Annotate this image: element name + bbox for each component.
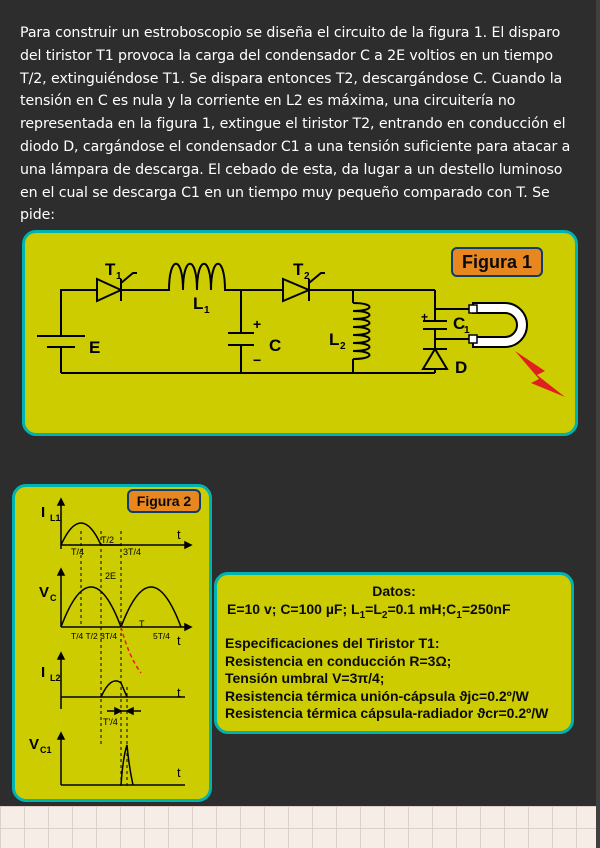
label-il2: I (41, 664, 46, 681)
svg-text:T/4: T/4 (71, 547, 85, 557)
svg-text:t: t (177, 527, 181, 542)
label-l1: L (193, 294, 204, 313)
svg-text:2: 2 (304, 271, 310, 282)
figure-1-title: Figura 1 (451, 247, 543, 277)
svg-text:L2: L2 (50, 673, 61, 683)
svg-text:C: C (50, 593, 57, 603)
plus-c1: + (421, 310, 429, 324)
label-d: D (455, 358, 468, 377)
scroll-edge (596, 0, 600, 848)
thyristor-t2 (283, 279, 309, 301)
svg-text:t: t (177, 633, 181, 648)
svg-text:C1: C1 (40, 745, 52, 755)
label-l2: L (329, 330, 340, 349)
svg-text:1: 1 (116, 271, 122, 282)
svg-text:2: 2 (340, 341, 346, 352)
label-c: C (269, 336, 282, 355)
svg-text:T/4 T/2 3T/4: T/4 T/2 3T/4 (71, 631, 118, 641)
circuit-schematic (25, 233, 575, 433)
figure-2-title: Figura 2 (127, 489, 201, 513)
label-vc1: V (29, 736, 40, 753)
plus-c: + (253, 316, 262, 332)
problem-statement: Para construir un estroboscopio se diseña el circuito de la figura 1. El disparo del tiristor T1 provoca la carga del condensador C a 2E voltios en un tiempo T/2, extinguiéndose T1. Se dispara entonces T2, descargándose C. Cuando la tensión en C es nula y la corriente en L2 es máxima, una circuitería no representada en la figura 1, extingue el tiristor T2, entrando en conducción el diodo D, cargándose el condensador C1 a una tensión suficiente para atacar a una lámpara de descarga. El cebado de esta, da lugar a un destello luminoso en el cual se descarga C1 en un tiempo muy pequeño comparado con T. Se pide: (20, 25, 571, 224)
figure-2-waveforms (12, 484, 212, 802)
flash-bolt-icon (515, 351, 565, 397)
thyristor-t1 (97, 279, 121, 301)
svg-text:L1: L1 (50, 513, 61, 523)
label-c1: C (453, 314, 466, 333)
thyristor-specs: Especificaciones del Tiristor T1: Resistencia en conducción R=3Ω; Tensión umbral V=3π/4; Resistencia térmica unión-cápsula ϑjc=0.2º/W Resistencia térmica cápsula-radiador ϑcr=0.2º/W (225, 635, 549, 721)
svg-text:T/2: T/2 (101, 535, 115, 545)
svg-text:T'/4: T'/4 (103, 717, 118, 727)
inductor-l2 (353, 303, 370, 359)
vc-dashed-red (121, 627, 141, 673)
data-title: Datos: (372, 583, 416, 599)
diode-d (423, 349, 447, 369)
label-t2: T (293, 260, 304, 279)
minus-c: − (253, 352, 262, 368)
waveform-plots (15, 487, 209, 799)
discharge-lamp (469, 303, 527, 347)
svg-text:t: t (177, 685, 181, 700)
inductor-l1 (165, 264, 235, 290)
figure-1-circuit (22, 230, 578, 436)
label-e: E (89, 338, 101, 357)
svg-text:3T/4: 3T/4 (123, 547, 142, 557)
grid-background (0, 806, 600, 848)
label-il1: I (41, 504, 46, 521)
svg-text:1: 1 (204, 305, 210, 316)
svg-text:1: 1 (464, 325, 470, 336)
svg-text:5T/4: 5T/4 (153, 631, 171, 641)
svg-text:t: t (177, 765, 181, 780)
wire-left-top (61, 290, 97, 336)
svg-text:T: T (139, 619, 145, 629)
svg-text:2E: 2E (105, 571, 117, 581)
data-values: E=10 v; C=100 µF; $L_1=L_2=0.1$ $mH;C_1=250nF$ (227, 601, 511, 621)
label-vc: V (39, 584, 50, 601)
il2-curve (101, 681, 127, 697)
label-t1: T (105, 260, 116, 279)
data-box (214, 572, 574, 734)
